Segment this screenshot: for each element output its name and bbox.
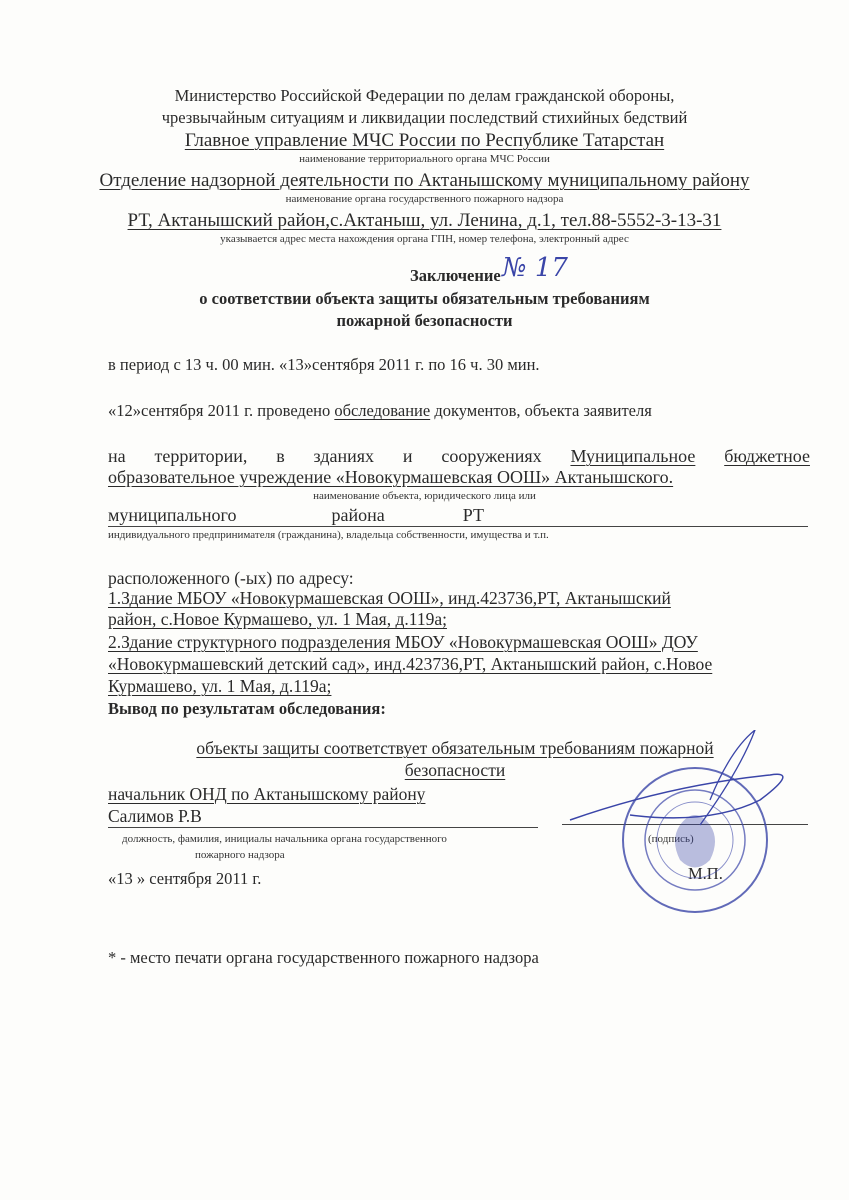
conclusion-line-1: объекты защиты соответствует обязательным требованиям пожарной xyxy=(196,738,714,758)
supervision-body: Отделение надзорной деятельности по Актанышскому муниципальному району xyxy=(99,170,750,191)
object-line-2: образовательное учреждение «Новокурмашевская ООШ» Актанышского. xyxy=(108,467,674,487)
object-line-3 xyxy=(108,506,808,527)
body-address: РТ, Актанышский район,с.Актаныш, ул. Ленина, д.1, тел.88-5552-3-13-31 xyxy=(127,210,722,231)
address-2-line-1: 2.Здание структурного подразделения МБОУ «Новокурмашевская ООШ» ДОУ xyxy=(108,632,698,652)
ministry-line-1: Министерство Российской Федерации по делам гражданской обороны, xyxy=(174,86,675,105)
signer-caption-1: должность, фамилия, инициалы начальника органа государственного xyxy=(122,833,447,845)
inspection-pre: «12»сентября 2011 г. проведено xyxy=(108,401,335,420)
word: района xyxy=(331,505,385,525)
object-caption-1: наименование объекта, юридического лица или xyxy=(313,490,536,502)
located-label: расположенного (-ых) по адресу: xyxy=(108,568,354,588)
territorial-body: Главное управление МЧС России по Республике Татарстан xyxy=(184,130,665,151)
word: на xyxy=(108,446,126,466)
ministry-line-2: чрезвычайным ситуациям и ликвидации последствий стихийных бедствий xyxy=(161,108,688,127)
address-1-line-1: 1.Здание МБОУ «Новокурмашевская ООШ», инд.423736,РТ, Актанышский xyxy=(108,588,671,608)
title-line-3: пожарной безопасности xyxy=(336,311,513,330)
word: в xyxy=(276,446,285,466)
signer-name: Салимов Р.В xyxy=(108,806,202,826)
object-line-1 xyxy=(108,447,810,465)
conclusion-line-2: безопасности xyxy=(404,760,506,780)
inspection-post: документов, объекта заявителя xyxy=(430,401,652,420)
title-line-2: о соответствии объекта защиты обязательным требованиям xyxy=(199,289,650,308)
territorial-caption: наименование территориального органа МЧС России xyxy=(299,153,550,165)
signature-caption: (подпись) xyxy=(648,833,694,845)
address-2-line-2: «Новокурмашевский детский сад», инд.423736,РТ, Актанышский район, с.Новое xyxy=(108,654,713,674)
word: и xyxy=(402,446,413,466)
word: муниципального xyxy=(108,505,237,525)
official-stamp-icon xyxy=(550,730,810,950)
word: территории, xyxy=(154,446,248,466)
address-1-line-2: район, с.Новое Курмашево, ул. 1 Мая, д.119а; xyxy=(108,609,447,629)
address-caption: указывается адрес места нахождения органа ГПН, номер телефона, электронный адрес xyxy=(220,233,629,245)
signer-caption-2: пожарного надзора xyxy=(195,849,285,861)
object-caption-2: индивидуального предпринимателя (гражданина), владельца собственности, имущества и т.п. xyxy=(108,529,549,541)
signature-date: «13 » сентября 2011 г. xyxy=(108,869,262,888)
name-underline xyxy=(108,827,538,828)
address-2-line-3: Курмашево, ул. 1 Мая, д.119а; xyxy=(108,676,332,696)
word: зданиях xyxy=(313,446,375,466)
stamp-place: М.П. xyxy=(688,864,723,883)
handwritten-number: № 17 xyxy=(502,253,568,283)
word: Муниципальное xyxy=(570,446,696,466)
inspection-word: обследование xyxy=(334,401,431,420)
word: сооружениях xyxy=(441,446,542,466)
signer-position: начальник ОНД по Актанышскому району xyxy=(108,784,426,804)
inspection-period: в период с 13 ч. 00 мин. «13»сентября 2011 г. по 16 ч. 30 мин. xyxy=(108,355,540,374)
inspection-statement xyxy=(108,403,652,420)
word: бюджетное xyxy=(724,446,810,466)
supervision-caption: наименование органа государственного пожарного надзора xyxy=(285,193,564,205)
word: РТ xyxy=(462,505,484,525)
title-word: Заключение xyxy=(410,266,501,285)
footnote: * - место печати органа государственного пожарного надзора xyxy=(108,948,539,967)
conclusion-heading: Вывод по результатам обследования: xyxy=(108,699,386,718)
